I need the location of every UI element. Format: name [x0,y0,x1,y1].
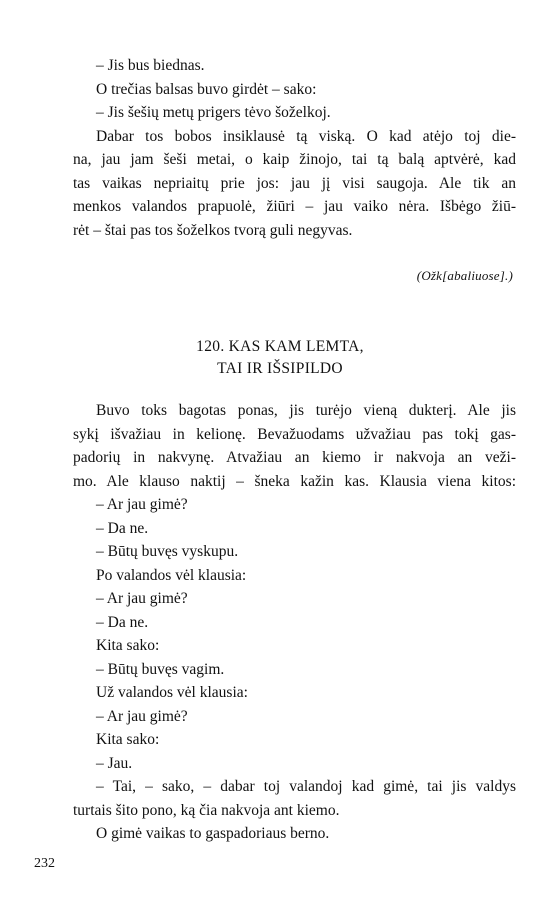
text-line: – Ar jau gimė? [96,496,188,513]
text-line: – Jis bus biednas. [96,57,205,74]
text-line: – Da ne. [96,519,149,537]
text-line: tas vaikas nepriaitų prie jos: jau jį visi saugoja. Ale tik an [73,174,516,192]
text-line: Po valandos vėl klausia: [96,566,247,584]
story-title-line-2: TAI IR IŠSIPILDO [217,360,343,377]
text-line: – Būtų buvęs vagim. [96,660,225,678]
source-note: (Ožk[abaliuose].) [416,268,513,283]
text-line: – Jis šešių metų prigers tėvo šoželkoj. [96,104,331,121]
text-line: Dabar tos bobos insiklausė tą viską. O kad atėjo toj die- [96,127,516,145]
story-title-line-1: 120. KAS KAM LEMTA, [196,338,364,355]
text-line: O trečias balsas buvo girdėt – sako: [96,80,317,98]
text-line: na, jau jam šeši metai, o kaip žinojo, tai tą balą aptvėrė, kad [73,151,516,168]
text-line: padorių in nakvynę. Atvažiau an kiemo ir nakvoja an veži- [73,449,516,466]
page-number: 232 [34,856,55,871]
story-text [73,399,516,846]
text-line: sykį išvažiau in kelionę. Bevažuodams užvažiau pas tokį gas- [73,425,516,443]
text-line: Buvo toks bagotas ponas, jis turėjo vieną dukterį. Ale jis [96,402,516,419]
text-line: turtais šito pono, ką čia nakvoja ant kiemo. [73,801,340,819]
text-line: O gimė vaikas to gaspadoriaus berno. [96,825,330,842]
text-line: menkos valandos prapuolė, žiūri – jau vaiko nėra. Išbėgo žiū- [73,198,516,215]
text-line: mo. Ale klauso naktij – šneka kažin kas. Klausia viena kitos: [73,472,516,490]
text-line: – Ar jau gimė? [96,590,188,607]
text-line: – Da ne. [96,613,149,631]
text-line: rėt – štai pas tos šoželkos tvorą guli negyvas. [73,221,353,239]
story-ending-text [73,54,516,242]
text-line: Kita sako: [96,731,160,748]
text-line: – Tai, – sako, – dabar toj valandoj kad gimė, tai jis valdys [96,778,516,795]
text-line: – Jau. [96,754,133,772]
text-line: Už valandos vėl klausia: [96,684,248,701]
text-line: – Būtų buvęs vyskupu. [96,543,239,560]
text-line: – Ar jau gimė? [96,707,188,725]
text-line: Kita sako: [96,637,160,654]
